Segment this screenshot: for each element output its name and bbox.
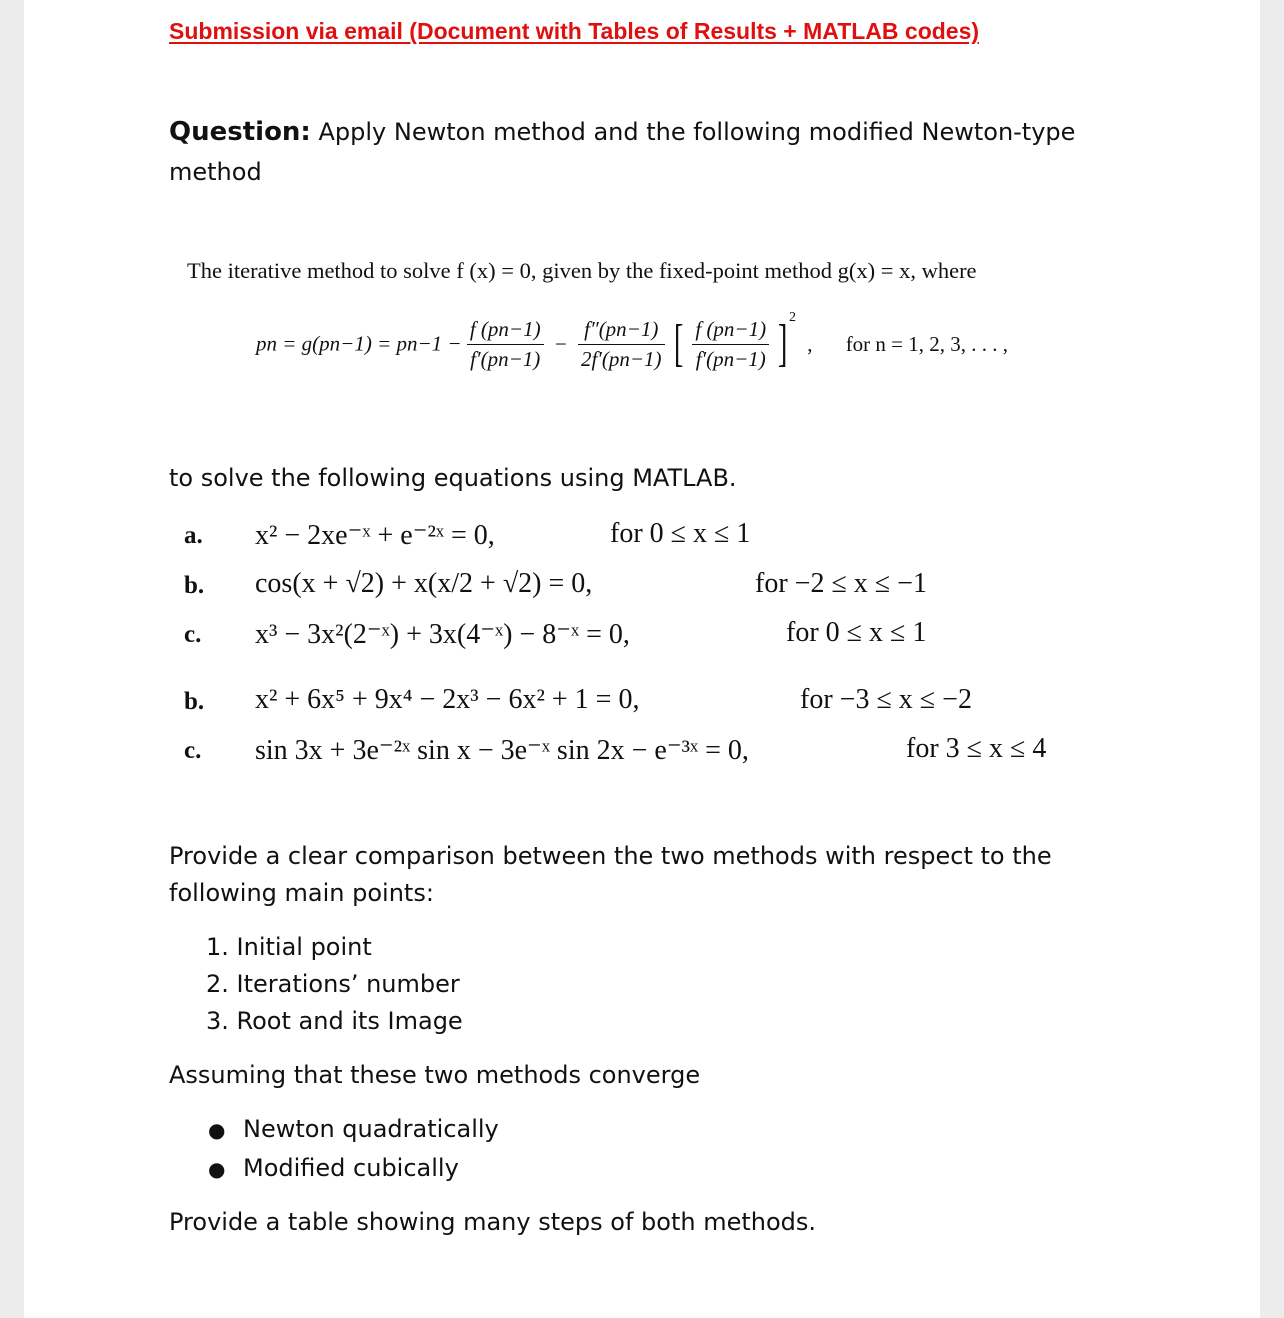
- instruction-text: to solve the following equations using MATLAB.: [169, 464, 737, 492]
- question-text-2: method: [169, 158, 262, 186]
- equation-b2-expr: x² + 6x⁵ + 9x⁴ − 2x³ − 6x² + 1 = 0,: [255, 684, 640, 715]
- formula-exponent: 2: [788, 310, 796, 325]
- equation-b2-interval: for −3 ≤ x ≤ −2: [800, 684, 972, 715]
- method-intro: The iterative method to solve f (x) = 0, given by the fixed-point method g(x) = x, where: [187, 258, 977, 283]
- equation-c-label: c.: [184, 621, 202, 648]
- equation-c2-expr: sin 3x + 3e⁻²ˣ sin x − 3e⁻ˣ sin 2x − e⁻³ˣ = 0,: [255, 735, 749, 766]
- question-line-1: [169, 117, 1075, 147]
- fraction-3: [692, 317, 769, 372]
- fraction-3-numerator: f (pn−1): [692, 317, 769, 345]
- equation-a-expr: x² − 2xe⁻ˣ + e⁻²ˣ = 0,: [255, 520, 495, 551]
- document-page: [24, 0, 1260, 1318]
- right-bracket: ]: [778, 315, 788, 373]
- bullet-icon: ●: [208, 1157, 226, 1181]
- bullet-item-modified: Modified cubically: [243, 1154, 459, 1182]
- fraction-1: [467, 317, 544, 372]
- left-bracket: [: [673, 315, 684, 373]
- equation-c2-label: c.: [184, 737, 202, 764]
- question-text-1: Apply Newton method and the following modified Newton-type: [318, 118, 1076, 146]
- fraction-2-denominator: 2f′(pn−1): [580, 346, 662, 371]
- equation-b-interval: for −2 ≤ x ≤ −1: [755, 568, 927, 599]
- bullet-item-newton: Newton quadratically: [243, 1115, 499, 1143]
- list-item: 3. Root and its Image: [206, 1007, 463, 1035]
- equation-c2-interval: for 3 ≤ x ≤ 4: [906, 733, 1047, 764]
- fraction-1-numerator: f (pn−1): [467, 317, 544, 345]
- equation-a-interval: for 0 ≤ x ≤ 1: [610, 518, 751, 549]
- comparison-line-1: Provide a clear comparison between the two methods with respect to the: [169, 842, 1052, 870]
- fraction-2-numerator: f″(pn−1): [578, 317, 665, 345]
- formula-range: for n = 1, 2, 3, . . . ,: [845, 331, 1009, 356]
- fraction-3-denominator: f′(pn−1): [695, 346, 766, 371]
- equation-b-label: b.: [184, 572, 205, 599]
- list-item: 1. Initial point: [206, 933, 372, 961]
- equation-c-interval: for 0 ≤ x ≤ 1: [786, 617, 927, 648]
- convergence-intro: Assuming that these two methods converge: [169, 1061, 701, 1089]
- final-instruction: Provide a table showing many steps of both methods.: [169, 1208, 817, 1236]
- equation-a-label: a.: [184, 522, 203, 549]
- fraction-1-denominator: f′(pn−1): [470, 346, 541, 371]
- question-label: Question:: [169, 117, 311, 147]
- fraction-2: [578, 317, 665, 372]
- equation-b2-label: b.: [184, 688, 205, 715]
- comparison-line-2: following main points:: [169, 879, 434, 907]
- equation-c-expr: x³ − 3x²(2⁻ˣ) + 3x(4⁻ˣ) − 8⁻ˣ = 0,: [255, 619, 630, 650]
- equation-b-expr: cos(x + √2) + x(x/2 + √2) = 0,: [255, 568, 593, 599]
- iteration-formula: pn = g(pn−1) = pn−1 − $\frac{f (pn-1)}{f'(pn-1)}$ − $\frac{f''(pn-1)}{2f'(pn-1)}$ [ $\frac{f (pn-1)}{f'(pn-1)}$ ] $^2$ , for n = 1, 2, 3, . . . ,: [256, 310, 1009, 373]
- bullet-icon: ●: [208, 1118, 226, 1142]
- submission-title[interactable]: Submission via email (Document with Tables of Results + MATLAB codes): [169, 18, 980, 44]
- list-item: 2. Iterations’ number: [206, 970, 460, 998]
- formula-lhs: pn = g(pn−1) = pn−1 −: [256, 331, 462, 356]
